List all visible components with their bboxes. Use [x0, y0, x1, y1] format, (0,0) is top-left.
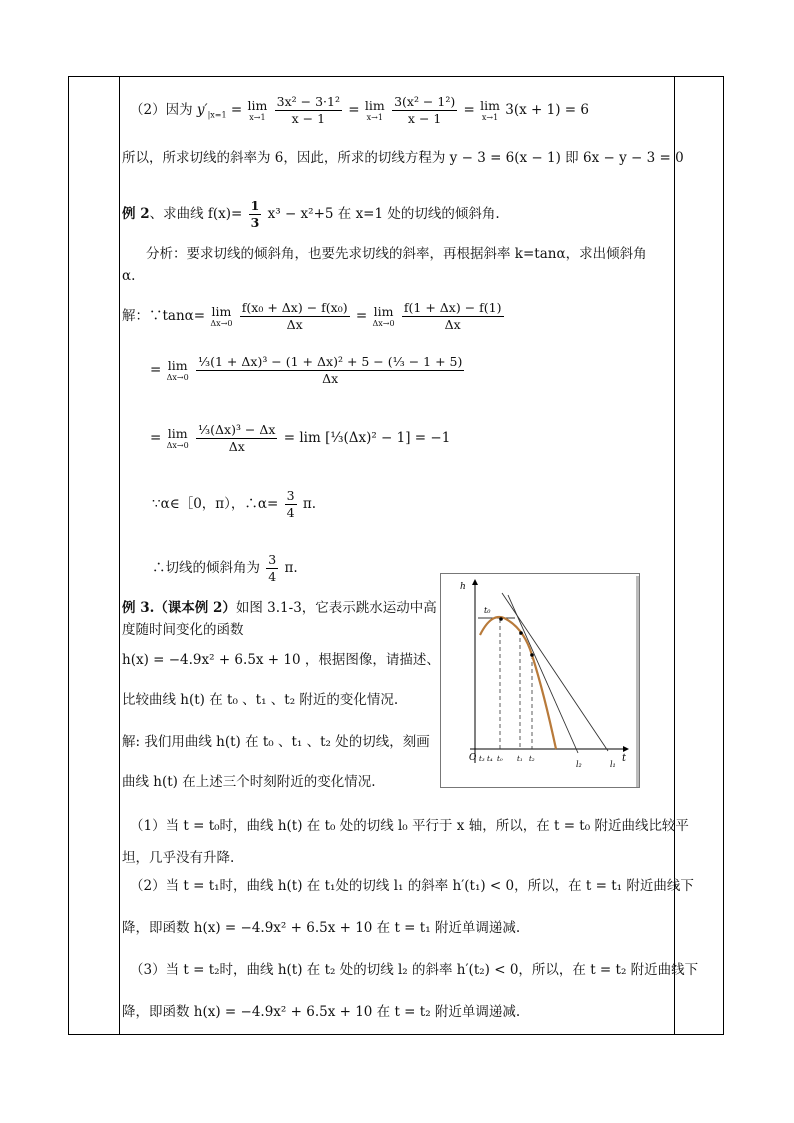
y-axis-label: h: [460, 582, 466, 592]
l2-label: l₂: [576, 760, 582, 769]
tick-t4: t₄: [487, 755, 493, 763]
solution-step3: = lim Δx→0 $\frac{\text{⅓(Δx)³ − Δx}}{\Delta x}$ = lim [⅓(Δx)² − 1] = −1: [150, 422, 451, 454]
example3-line5: 解: 我们用曲线 h(t) 在 t₀ 、t₁ 、t₂ 处的切线，刻画: [122, 734, 430, 750]
tick-t1: t₁: [517, 755, 523, 763]
point-t1: [519, 631, 523, 635]
case2-line2: 降，即函数 h(x) = −4.9x² + 6.5x + 10 在 t = t₁ 附近单调递减.: [122, 920, 521, 936]
example3-line4: 比较曲线 h(t) 在 t₀ 、t₁ 、t₂ 附近的变化情况.: [122, 692, 399, 708]
point-t2: [530, 653, 534, 657]
case3-line1: （3）当 t = t₂时，曲线 h(t) 在 t₂ 处的切线 l₂ 的斜率 h′(t₂) < 0，所以，在 t = t₂ 附近曲线下: [130, 962, 699, 978]
tick-t3: t₃: [479, 755, 485, 763]
x-axis-label: t: [622, 753, 627, 764]
dive-height-graph: [440, 573, 640, 788]
solution-line: 解：∵tanα= lim Δx→0 $\frac{\text{f(x₀ + Δx) − f(x₀)}}{\Delta x}$ = lim Δx→0 $\frac{f(1 + \Delta x) - f(1)}{\Delta x}$: [122, 300, 502, 332]
example2-heading: 例 2、求曲线 f(x)= $\frac{1}{3}$ x³ − x²+5 在 x=1 处的切线的倾斜角.: [122, 198, 500, 230]
analysis-line2: α.: [122, 268, 136, 284]
part2-line: （2）因为 $y'_{|x=1}$ = lim x→1 $\frac{\text{3x² − 3·1²}}{x - 1}$ = lim x→1 $\frac{\text{3(x² − 1²)}}{x - 1}$ = lim x→1 3(x + 1) = 6: [130, 94, 589, 126]
point-t0: [499, 617, 503, 621]
case3-line2: 降，即函数 h(x) = −4.9x² + 6.5x + 10 在 t = t₂ 附近单调递减.: [122, 1004, 521, 1020]
case1-line2: 坦，几乎没有升降.: [122, 850, 235, 866]
angle-line: ∴切线的倾斜角为 $\frac{3}{4}$ π.: [152, 552, 298, 584]
tick-t2: t₂: [529, 755, 535, 763]
example3-line6: 曲线 h(t) 在上述三个时刻附近的变化情况.: [122, 774, 376, 790]
tick-t0: t₀: [497, 755, 503, 763]
example3-line1: 例 3.（课本例 2）如图 3.1-3，它表示跳水运动中高: [122, 600, 437, 616]
solution-step2: = lim Δx→0 $\frac{\text{⅓(1 + Δx)³ − (1 + Δx)² + 5 − (⅓ − 1 + 5)}}{\Delta x}$: [150, 354, 463, 386]
t0-top-label: t₀: [484, 606, 491, 615]
origin-label: O: [469, 753, 477, 763]
table-divider-left: [119, 76, 120, 1035]
conclusion1: 所以，所求切线的斜率为 6，因此，所求的切线方程为 y − 3 = 6(x − 1) 即 6x − y − 3 = 0: [122, 150, 684, 166]
analysis-line1: 分析：要求切线的倾斜角，也要先求切线的斜率，再根据斜率 k=tanα，求出倾斜角: [146, 246, 647, 262]
graph-shadow: [636, 576, 639, 787]
case1-line1: （1）当 t = t₀时，曲线 h(t) 在 t₀ 处的切线 l₀ 平行于 x 轴，所以，在 t = t₀ 附近曲线比较平: [130, 818, 689, 834]
range-line: ∵α∈［0，π），∴α= $\frac{3}{4}$ π.: [152, 488, 317, 520]
example3-line2: 度随时间变化的函数: [122, 622, 244, 638]
l1-label: l₁: [610, 760, 616, 769]
case2-line1: （2）当 t = t₁时，曲线 h(t) 在 t₁处的切线 l₁ 的斜率 h′(t₁) < 0，所以，在 t = t₁ 附近曲线下: [130, 878, 694, 894]
example3-line3: h(x) = −4.9x² + 6.5x + 10 ，根据图像，请描述、: [122, 652, 440, 668]
